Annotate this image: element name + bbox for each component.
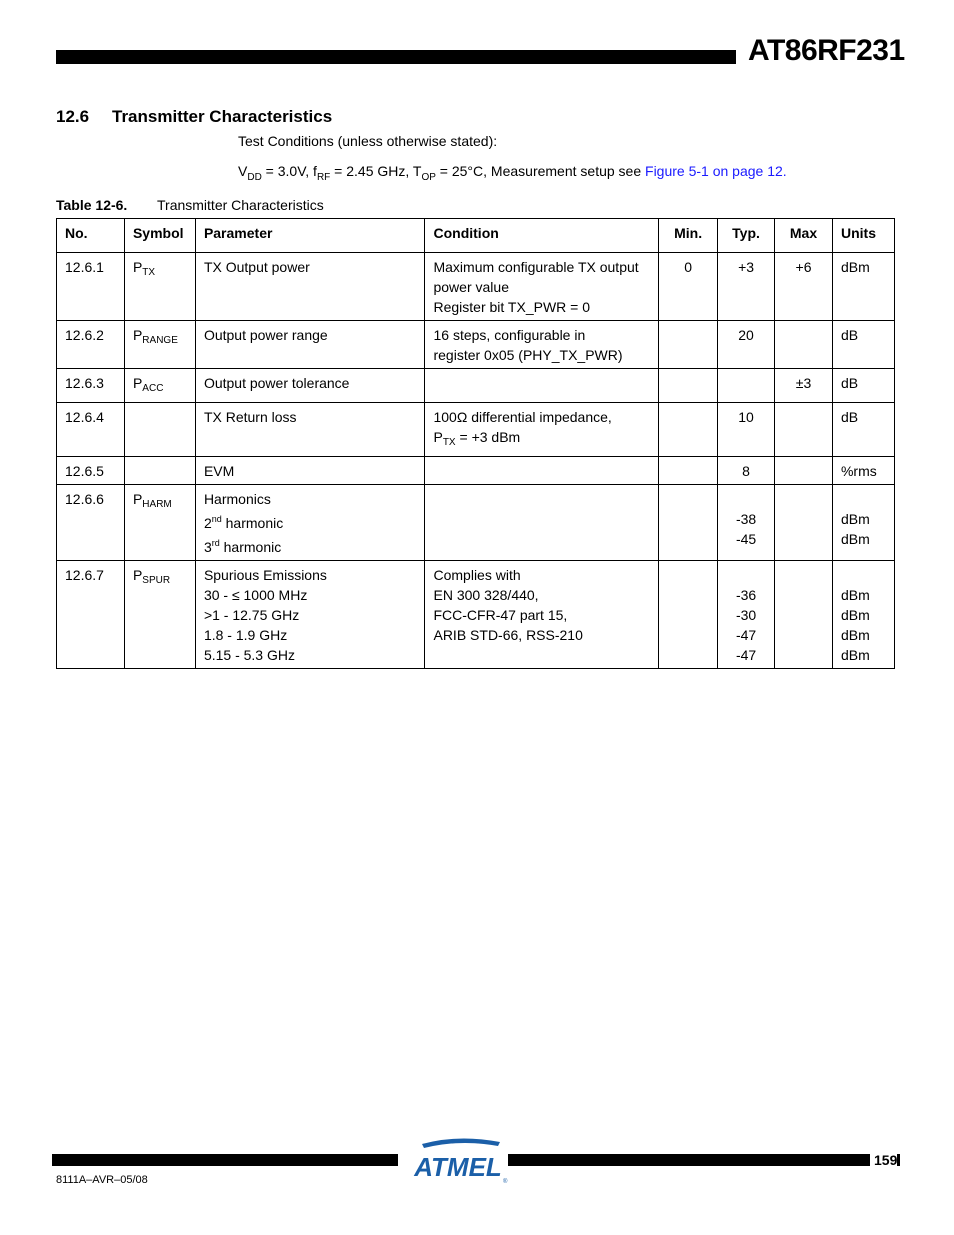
table-row bbox=[57, 485, 895, 561]
cell-min bbox=[659, 485, 718, 561]
typ-line: -47 bbox=[735, 627, 757, 643]
typ-line: -45 bbox=[735, 531, 757, 547]
cell-max bbox=[775, 403, 833, 457]
symbol-subscript: HARM bbox=[142, 499, 172, 510]
cell-parameter: Output power tolerance bbox=[195, 369, 425, 403]
cell-typ: 8 bbox=[718, 457, 775, 485]
cell-no: 12.6.7 bbox=[57, 561, 125, 669]
condition-line: EN 300 328/440, bbox=[433, 587, 539, 603]
cell-symbol bbox=[124, 321, 195, 369]
typ-line: -30 bbox=[735, 607, 757, 623]
link-period: . bbox=[782, 163, 787, 179]
cell-max bbox=[775, 485, 833, 561]
condition-line bbox=[433, 427, 650, 453]
typ-line: -36 bbox=[735, 587, 757, 603]
header-parameter: Parameter bbox=[195, 219, 425, 253]
header-min: Min. bbox=[659, 219, 718, 253]
symbol-subscript: SPUR bbox=[142, 575, 171, 586]
cell-condition bbox=[425, 369, 659, 403]
cell-units: %rms bbox=[832, 457, 894, 485]
symbol-subscript: RANGE bbox=[142, 335, 178, 346]
typ-line bbox=[726, 565, 766, 585]
transmitter-characteristics-table bbox=[56, 218, 895, 669]
table-header-row bbox=[57, 219, 895, 253]
cell-min: 0 bbox=[659, 253, 718, 321]
parameter-line: 1.8 - 1.9 GHz bbox=[203, 627, 288, 643]
symbol-base: P bbox=[132, 491, 143, 507]
table-row bbox=[57, 457, 895, 485]
parameter-line bbox=[204, 533, 417, 557]
cell-min bbox=[659, 561, 718, 669]
header-condition: Condition bbox=[425, 219, 659, 253]
units-line bbox=[841, 489, 886, 509]
harmonic-ordinal: rd bbox=[211, 538, 220, 548]
cell-typ: +3 bbox=[718, 253, 775, 321]
harmonic-label: harmonic bbox=[221, 515, 284, 531]
cell-max: ±3 bbox=[775, 369, 833, 403]
footer-rule-left bbox=[52, 1154, 398, 1166]
header-rule bbox=[56, 50, 736, 64]
units-line: dBm bbox=[840, 627, 870, 643]
units-line: dBm bbox=[840, 587, 870, 603]
condition-line: register 0x05 (PHY_TX_PWR) bbox=[433, 347, 623, 363]
table-caption bbox=[56, 197, 324, 213]
cell-condition bbox=[425, 485, 659, 561]
cell-units bbox=[832, 561, 894, 669]
parameter-line: Harmonics bbox=[203, 491, 271, 507]
parameter-line bbox=[204, 509, 417, 533]
units-line: dBm bbox=[840, 511, 870, 527]
cell-max bbox=[775, 457, 833, 485]
units-line: dBm bbox=[840, 607, 870, 623]
cell-no: 12.6.1 bbox=[57, 253, 125, 321]
document-title: AT86RF231 bbox=[748, 34, 905, 67]
cell-typ: 20 bbox=[718, 321, 775, 369]
symbol-subscript: ACC bbox=[142, 383, 164, 394]
document-code: 8111A–AVR–05/08 bbox=[56, 1174, 148, 1186]
table-row bbox=[57, 321, 895, 369]
typ-line: -47 bbox=[735, 647, 757, 663]
cell-symbol bbox=[124, 561, 195, 669]
parameter-line: 30 - ≤ 1000 MHz bbox=[203, 587, 308, 603]
section-number: 12.6 bbox=[56, 107, 90, 126]
f-subscript: RF bbox=[316, 171, 331, 183]
cell-no: 12.6.3 bbox=[57, 369, 125, 403]
harmonic-ordinal: nd bbox=[211, 514, 222, 524]
svg-text:ATMEL: ATMEL bbox=[414, 1152, 502, 1182]
condition-line: 100Ω differential impedance, bbox=[433, 409, 612, 425]
cell-units: dB bbox=[832, 403, 894, 457]
header-units: Units bbox=[832, 219, 894, 253]
cell-min bbox=[659, 403, 718, 457]
cell-no: 12.6.4 bbox=[57, 403, 125, 457]
test-conditions-intro: Test Conditions (unless otherwise stated): bbox=[238, 133, 498, 149]
test-conditions-values bbox=[238, 163, 787, 183]
cell-min bbox=[659, 321, 718, 369]
table-row bbox=[57, 403, 895, 457]
units-line: dBm bbox=[840, 531, 870, 547]
cell-condition bbox=[425, 253, 659, 321]
cell-symbol bbox=[124, 369, 195, 403]
v-subscript: DD bbox=[247, 171, 262, 183]
cell-parameter: Output power range bbox=[195, 321, 425, 369]
symbol-base: P bbox=[132, 567, 143, 583]
cell-condition bbox=[425, 321, 659, 369]
header-typ: Typ. bbox=[718, 219, 775, 253]
cell-parameter: EVM bbox=[195, 457, 425, 485]
header-symbol: Symbol bbox=[124, 219, 195, 253]
cell-max: +6 bbox=[775, 253, 833, 321]
units-line: dBm bbox=[840, 647, 870, 663]
cell-min bbox=[659, 457, 718, 485]
symbol-base: P bbox=[132, 259, 143, 275]
symbol-base: P bbox=[132, 327, 143, 343]
atmel-logo bbox=[408, 1136, 508, 1186]
harmonic-number: 2 bbox=[203, 515, 212, 531]
header-max: Max bbox=[775, 219, 833, 253]
condition-line: FCC-CFR-47 part 15, bbox=[433, 607, 568, 623]
cell-parameter bbox=[195, 561, 425, 669]
cell-condition bbox=[425, 403, 659, 457]
condition-line: Register bit TX_PWR = 0 bbox=[433, 299, 591, 315]
header-no: No. bbox=[57, 219, 125, 253]
cell-max bbox=[775, 321, 833, 369]
units-line bbox=[841, 565, 886, 585]
f-value: = 2.45 GHz, T bbox=[330, 163, 422, 179]
cell-no: 12.6.6 bbox=[57, 485, 125, 561]
cell-units bbox=[832, 485, 894, 561]
table-row bbox=[57, 369, 895, 403]
cell-typ bbox=[718, 485, 775, 561]
cell-symbol bbox=[124, 403, 195, 457]
cell-condition bbox=[425, 561, 659, 669]
cell-min bbox=[659, 369, 718, 403]
cell-no: 12.6.5 bbox=[57, 457, 125, 485]
cell-no: 12.6.2 bbox=[57, 321, 125, 369]
cell-parameter: TX Output power bbox=[195, 253, 425, 321]
section-title: Transmitter Characteristics bbox=[112, 107, 333, 126]
v-value: = 3.0V, f bbox=[261, 163, 317, 179]
v-symbol: V bbox=[238, 163, 248, 179]
cell-typ bbox=[718, 369, 775, 403]
cell-parameter: TX Return loss bbox=[195, 403, 425, 457]
figure-link[interactable]: Figure 5-1 on page 12 bbox=[645, 163, 783, 179]
condition-symbol: P bbox=[433, 429, 443, 445]
cell-units: dB bbox=[832, 369, 894, 403]
section-heading bbox=[56, 107, 332, 127]
svg-text:®: ® bbox=[503, 1179, 508, 1185]
t-subscript: OP bbox=[421, 171, 436, 183]
cell-symbol bbox=[124, 457, 195, 485]
table-row bbox=[57, 561, 895, 669]
parameter-line: >1 - 12.75 GHz bbox=[203, 607, 300, 623]
page-number: 159 bbox=[870, 1152, 897, 1168]
t-value: = 25°C, Measurement setup see bbox=[435, 163, 646, 179]
condition-line: 16 steps, configurable in bbox=[433, 327, 586, 343]
condition-line: Complies with bbox=[433, 567, 521, 583]
cell-typ bbox=[718, 561, 775, 669]
table-caption-title: Transmitter Characteristics bbox=[157, 197, 324, 213]
typ-line bbox=[726, 489, 766, 509]
cell-units: dBm bbox=[832, 253, 894, 321]
parameter-line: 5.15 - 5.3 GHz bbox=[203, 647, 295, 663]
symbol-subscript: TX bbox=[142, 267, 156, 278]
table-row bbox=[57, 253, 895, 321]
typ-line: -38 bbox=[735, 511, 757, 527]
cell-symbol bbox=[124, 485, 195, 561]
condition-line: power value bbox=[433, 279, 509, 295]
harmonic-label: harmonic bbox=[219, 539, 282, 555]
cell-parameter bbox=[195, 485, 425, 561]
cell-max bbox=[775, 561, 833, 669]
condition-line: Maximum configurable TX output bbox=[433, 259, 639, 275]
cell-condition bbox=[425, 457, 659, 485]
condition-line: ARIB STD-66, RSS-210 bbox=[433, 627, 583, 643]
cell-typ: 10 bbox=[718, 403, 775, 457]
cell-units: dB bbox=[832, 321, 894, 369]
footer-rule-right bbox=[506, 1154, 900, 1166]
condition-subscript: TX bbox=[442, 437, 456, 448]
table-caption-label: Table 12-6. bbox=[56, 197, 128, 213]
cell-symbol bbox=[124, 253, 195, 321]
parameter-line: Spurious Emissions bbox=[203, 567, 327, 583]
harmonic-number: 3 bbox=[203, 539, 212, 555]
symbol-base: P bbox=[132, 375, 143, 391]
condition-value: = +3 dBm bbox=[455, 429, 521, 445]
